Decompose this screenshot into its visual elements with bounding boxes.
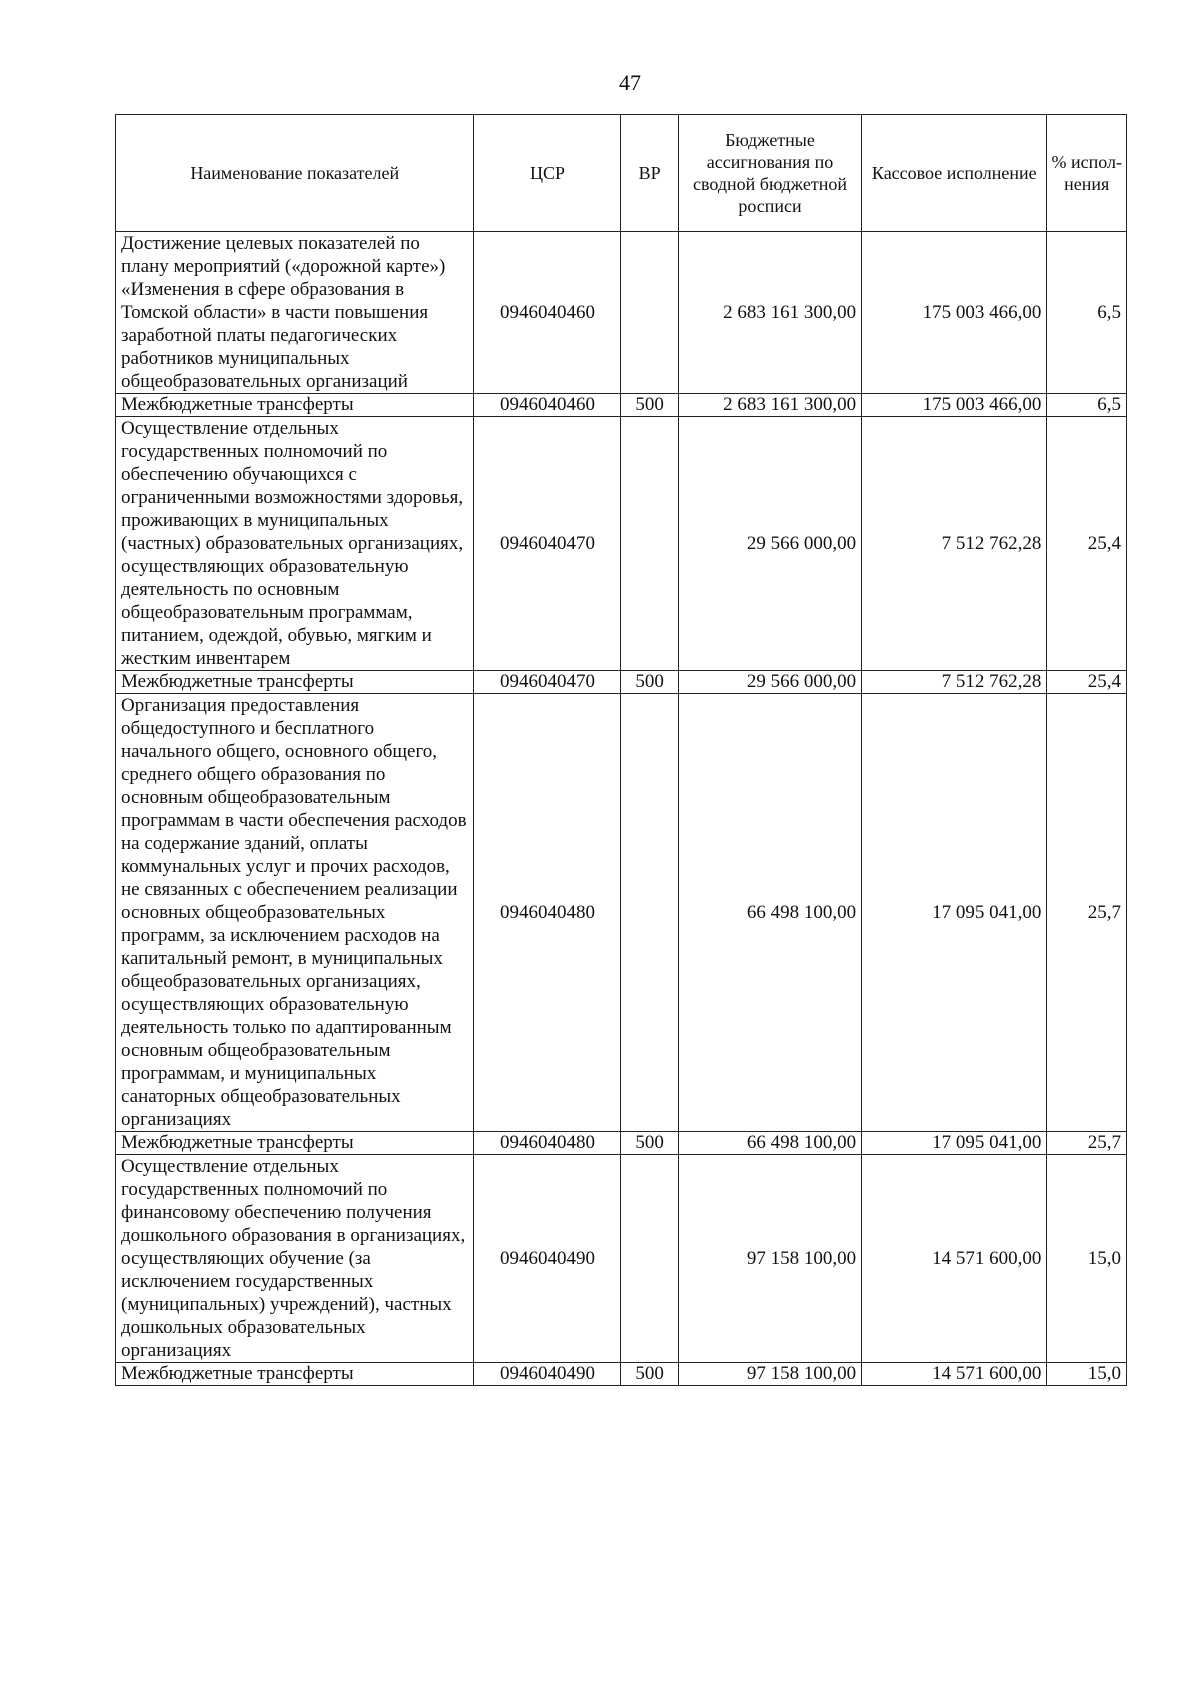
header-cash: Кассовое исполнение [862,115,1047,232]
row-cash: 175 003 466,00 [862,394,1047,417]
row-name: Межбюджетные трансферты [116,394,474,417]
row-name: Межбюджетные трансферты [116,1363,474,1386]
row-percent: 6,5 [1047,232,1127,394]
row-cash: 7 512 762,28 [862,671,1047,694]
row-vr [621,1155,678,1363]
row-allocations: 2 683 161 300,00 [678,232,861,394]
row-vr: 500 [621,671,678,694]
row-cash: 17 095 041,00 [862,1132,1047,1155]
table-row [116,1155,1127,1363]
table-row [116,694,1127,1132]
row-cash: 17 095 041,00 [862,694,1047,1132]
header-allocations: Бюджетные ассигнования по сводной бюджетной росписи [678,115,861,232]
budget-execution-table [115,114,1127,1386]
row-csr: 0946040460 [474,232,621,394]
row-csr: 0946040480 [474,694,621,1132]
row-cash: 7 512 762,28 [862,417,1047,671]
row-vr: 500 [621,394,678,417]
row-cash: 175 003 466,00 [862,232,1047,394]
row-vr [621,232,678,394]
row-csr: 0946040470 [474,417,621,671]
row-allocations: 29 566 000,00 [678,671,861,694]
row-name: Осуществление отдельных государственных полномочий по финансовому обеспечению получения дошкольного образования в организациях, осуществляющих обучение (за исключением государственных (муниципальных) учреждений), частных дошкольных образовательных организациях [116,1155,474,1363]
row-vr: 500 [621,1132,678,1155]
row-allocations: 29 566 000,00 [678,417,861,671]
row-name: Межбюджетные трансферты [116,671,474,694]
row-allocations: 2 683 161 300,00 [678,394,861,417]
header-percent: % испол-нения [1047,115,1127,232]
row-allocations: 97 158 100,00 [678,1155,861,1363]
page-number: 47 [619,70,641,95]
row-percent: 25,4 [1047,671,1127,694]
row-percent: 25,7 [1047,1132,1127,1155]
row-name: Межбюджетные трансферты [116,1132,474,1155]
table-row [116,417,1127,671]
row-percent: 25,4 [1047,417,1127,671]
row-vr [621,694,678,1132]
row-name: Достижение целевых показателей по плану мероприятий («дорожной карте») «Изменения в сфере образования в Томской области» в части повышения заработной платы педагогических работников муниципальных общеобразовательных организаций [116,232,474,394]
row-cash: 14 571 600,00 [862,1363,1047,1386]
row-csr: 0946040460 [474,394,621,417]
header-vr: ВР [621,115,678,232]
row-csr: 0946040490 [474,1155,621,1363]
row-csr: 0946040480 [474,1132,621,1155]
table-row [116,671,1127,694]
row-name: Осуществление отдельных государственных полномочий по обеспечению обучающихся с ограниченными возможностями здоровья, проживающих в муниципальных (частных) образовательных организациях, осуществляющих образовательную деятельность по основным общеобразовательным программам, питанием, одеждой, обувью, мягким и жестким инвентарем [116,417,474,671]
table-row [116,1132,1127,1155]
row-percent: 15,0 [1047,1155,1127,1363]
row-allocations: 97 158 100,00 [678,1363,861,1386]
row-cash: 14 571 600,00 [862,1155,1047,1363]
row-name: Организация предоставления общедоступного и бесплатного начального общего, основного общего, среднего общего образования по основным общеобразовательным программам в части обеспечения расходов на содержание зданий, оплаты коммунальных услуг и прочих расходов, не связанных с обеспечением реализации основных общеобразовательных программ, за исключением расходов на капитальный ремонт, в муниципальных общеобразовательных организациях, осуществляющих образовательную деятельность только по адаптированным основным общеобразовательным программам, и муниципальных санаторных общеобразовательных организациях [116,694,474,1132]
row-percent: 15,0 [1047,1363,1127,1386]
header-name: Наименование показателей [116,115,474,232]
row-vr: 500 [621,1363,678,1386]
table-header-row [116,115,1127,232]
row-percent: 6,5 [1047,394,1127,417]
row-vr [621,417,678,671]
table-row [116,1363,1127,1386]
row-percent: 25,7 [1047,694,1127,1132]
table-row [116,232,1127,394]
row-allocations: 66 498 100,00 [678,694,861,1132]
table-row [116,394,1127,417]
row-csr: 0946040490 [474,1363,621,1386]
row-allocations: 66 498 100,00 [678,1132,861,1155]
row-csr: 0946040470 [474,671,621,694]
header-csr: ЦСР [474,115,621,232]
